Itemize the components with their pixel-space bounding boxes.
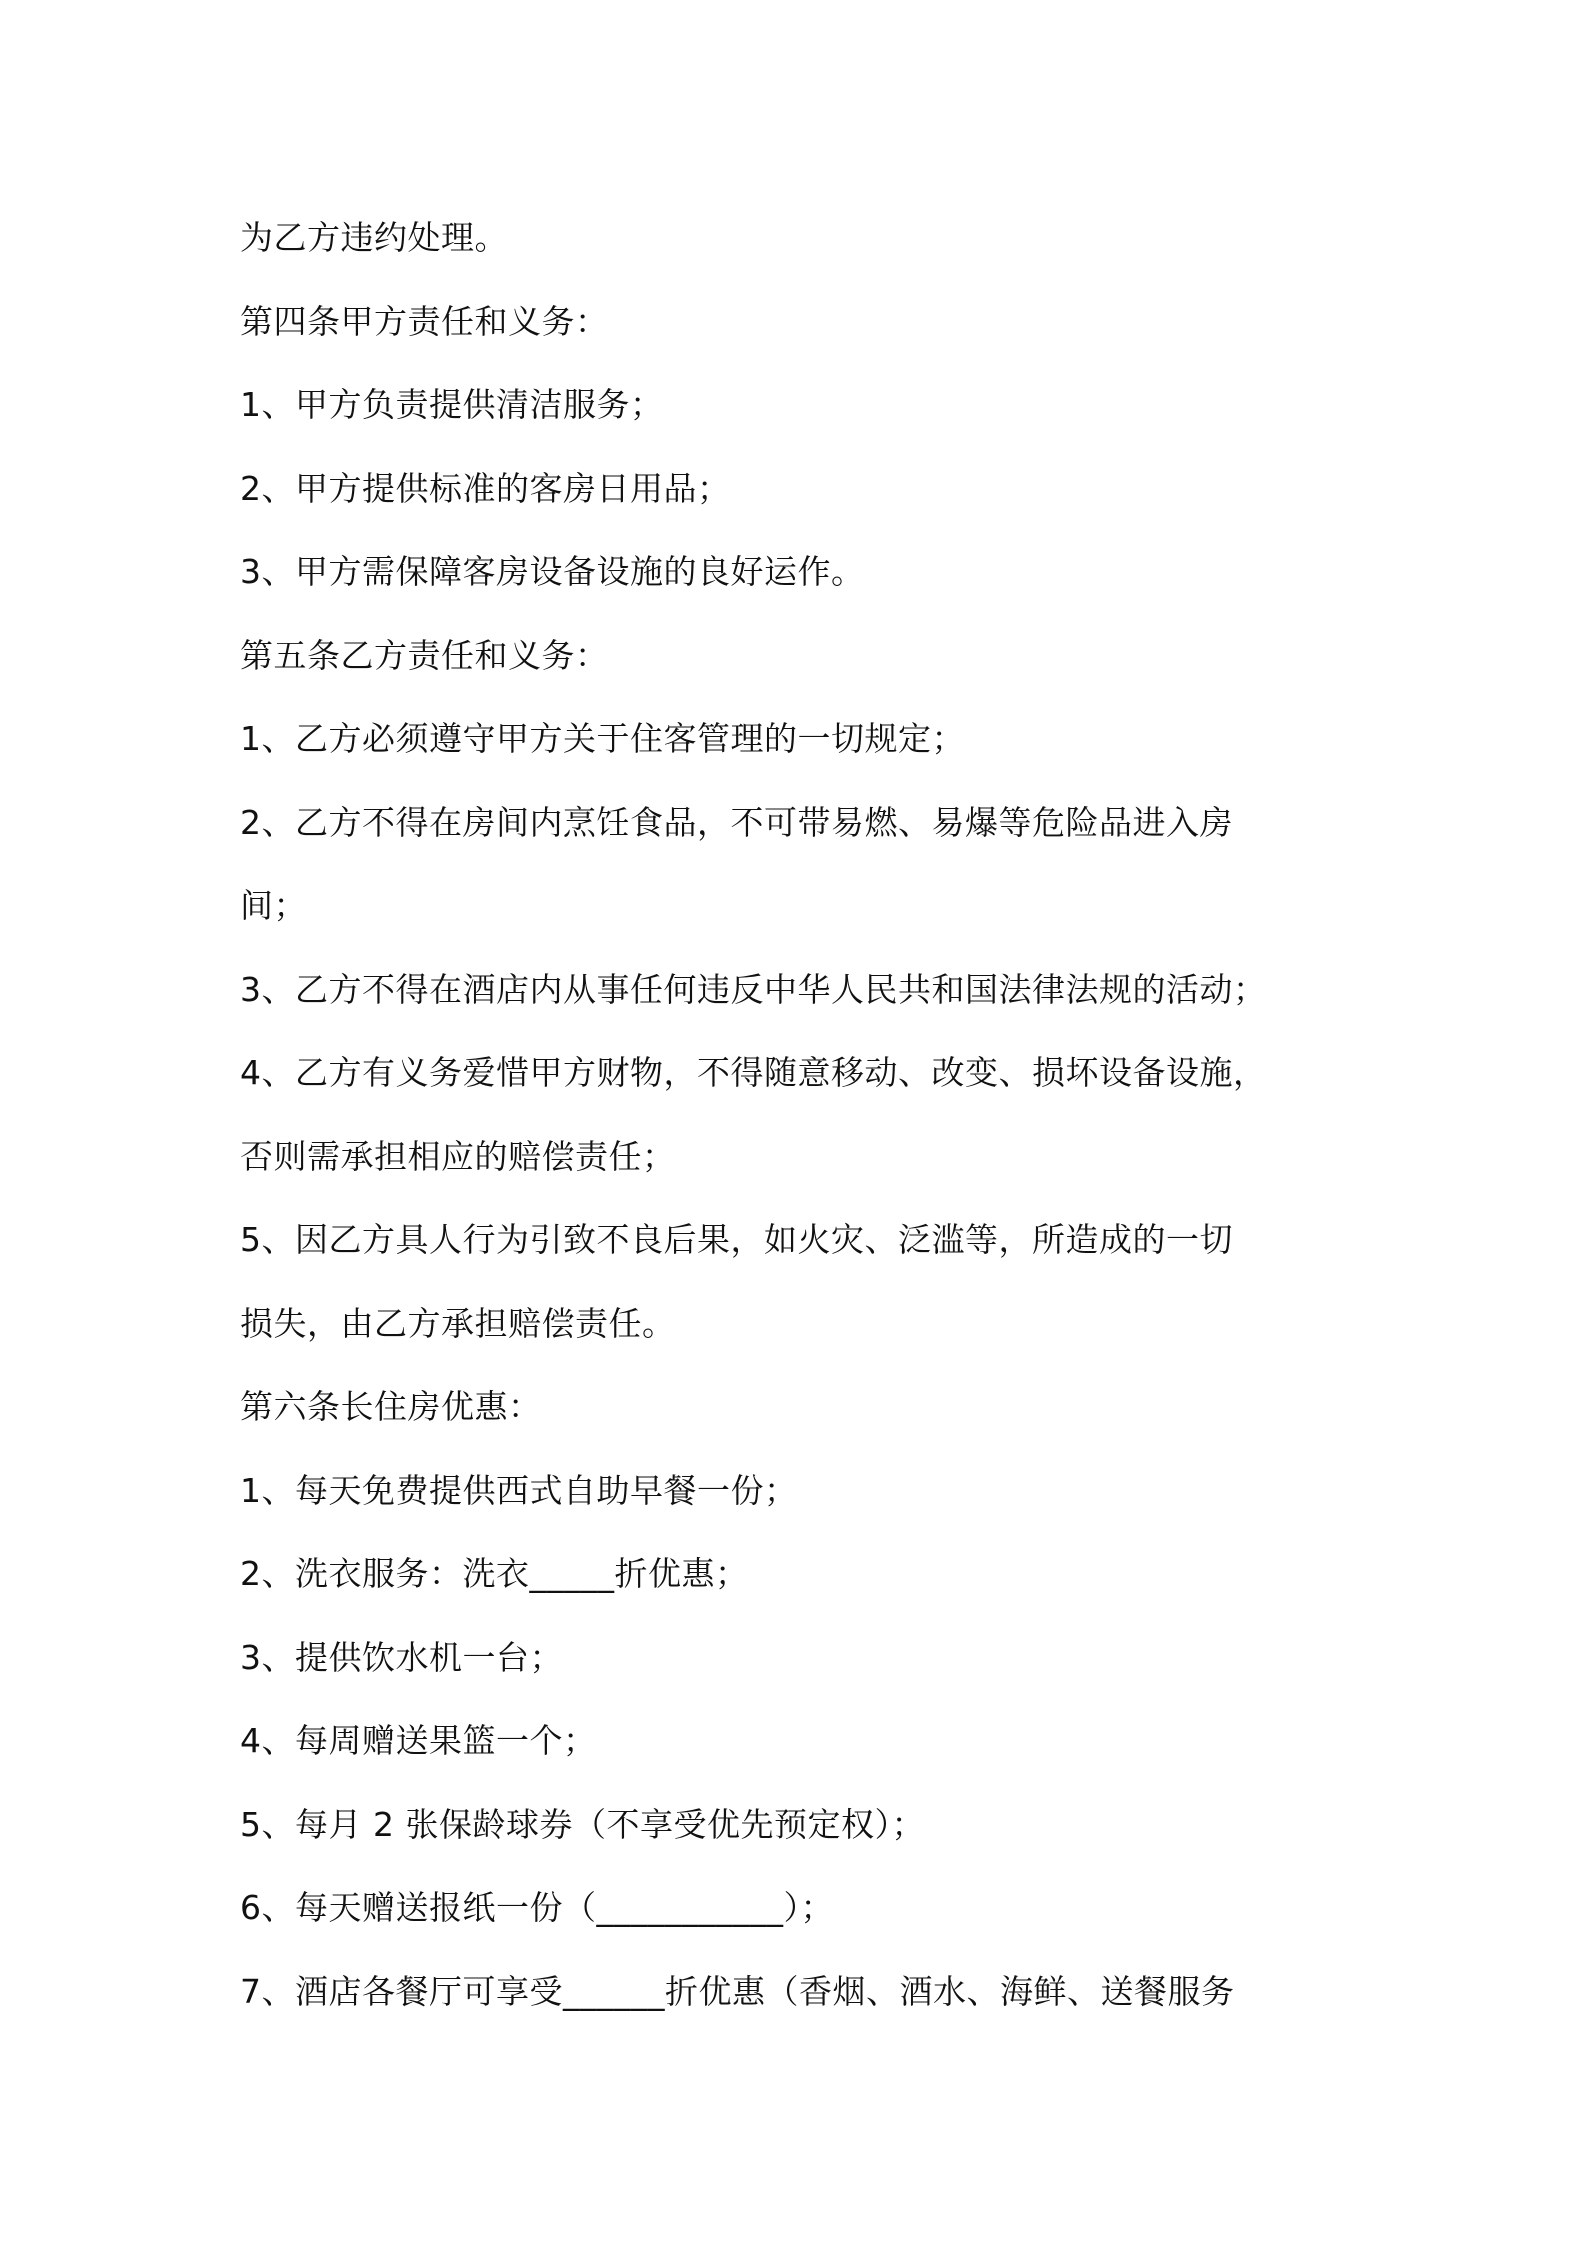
list-item: 4、乙方有义务爱惜甲方财物，不得随意移动、改变、损坏设备设施， <box>240 1053 1267 1092</box>
list-item: 2、甲方提供标准的客房日用品； <box>240 468 731 508</box>
document-body <box>240 196 1370 2033</box>
section-heading-article-5: 第五条乙方责任和义务： <box>240 635 609 675</box>
list-item: 5、每月 2 张保龄球券（不享受优先预定权）； <box>240 1804 925 1844</box>
list-item: 3、提供饮水机一台； <box>240 1637 563 1677</box>
paragraph-line: 为乙方违约处理。 <box>240 218 508 257</box>
section-heading-article-4: 第四条甲方责任和义务： <box>240 301 609 341</box>
list-item: 1、甲方负责提供清洁服务； <box>240 385 664 424</box>
list-item: 3、乙方不得在酒店内从事任何违反中华人民共和国法律法规的活动； <box>240 969 1267 1009</box>
list-item: 5、因乙方具人行为引致不良后果，如火灾、泛滥等，所造成的一切 <box>240 1220 1233 1259</box>
list-item: 1、乙方必须遵守甲方关于住客管理的一切规定； <box>240 719 965 758</box>
list-item: 2、洗衣服务：洗衣_____折优惠； <box>240 1554 749 1593</box>
section-heading-article-6: 第六条长住房优惠： <box>240 1387 542 1426</box>
list-item-continuation: 否则需承担相应的赔偿责任； <box>240 1136 676 1176</box>
list-item-continuation: 间； <box>240 886 307 925</box>
list-item: 1、每天免费提供西式自助早餐一份； <box>240 1470 798 1510</box>
list-item: 4、每周赠送果篮一个； <box>240 1721 597 1760</box>
list-item-continuation: 损失，由乙方承担赔偿责任。 <box>240 1303 676 1343</box>
list-item: 7、酒店各餐厅可享受______折优惠（香烟、酒水、海鲜、送餐服务 <box>240 1971 1235 2011</box>
list-item: 6、每天赠送报纸一份（___________）； <box>240 1888 834 1927</box>
list-item: 2、乙方不得在房间内烹饪食品，不可带易燃、易爆等危险品进入房 <box>240 802 1233 842</box>
list-item: 3、甲方需保障客房设备设施的良好运作。 <box>240 552 865 591</box>
